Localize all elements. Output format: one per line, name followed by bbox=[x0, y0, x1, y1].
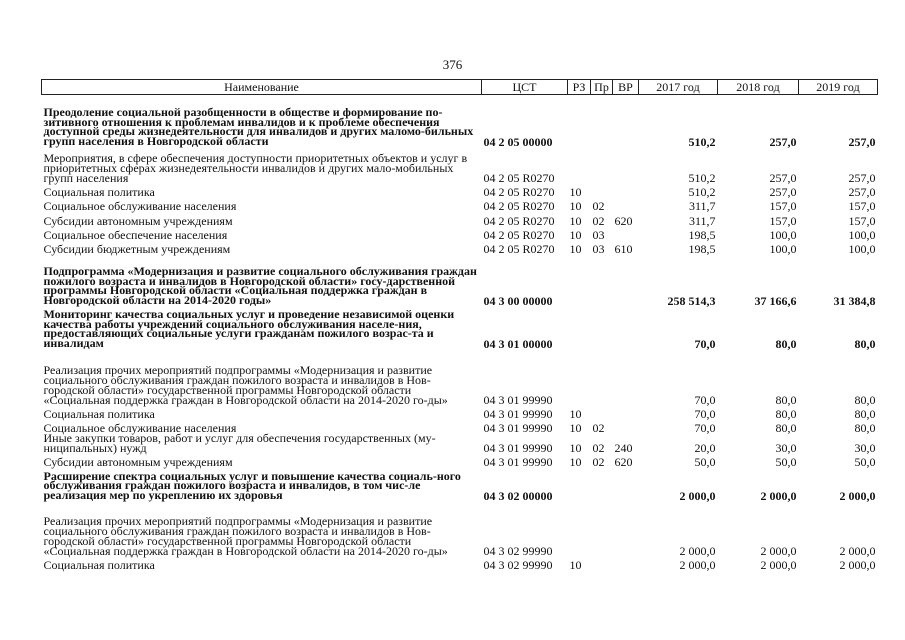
cell-rz: 10 bbox=[569, 198, 582, 213]
cell-y2019: 100,0 bbox=[848, 241, 876, 256]
cell-vr bbox=[613, 95, 639, 147]
cell-y2017: 2 000,0 bbox=[679, 557, 716, 572]
cell-rz: 10 bbox=[569, 241, 582, 256]
cell-y2017: 311,7 bbox=[688, 213, 716, 228]
budget-table bbox=[41, 79, 878, 570]
cell-y2017: 70,0 bbox=[694, 420, 716, 435]
cell-y2017: 2 000,0 bbox=[679, 543, 716, 558]
cell-vr bbox=[613, 501, 639, 556]
header-name: Наименование bbox=[42, 80, 482, 95]
cell-cst: 04 3 01 99990 bbox=[483, 454, 553, 469]
cell-y2017: 20,0 bbox=[694, 440, 716, 455]
cell-rz: 10 bbox=[569, 184, 582, 199]
cell-cst: 04 2 05 R0270 bbox=[483, 184, 555, 199]
cell-y2019: 80,0 bbox=[854, 392, 876, 407]
cell-cst: 04 3 01 99990 bbox=[483, 440, 553, 455]
cell-y2019: 2 000,0 bbox=[839, 488, 876, 503]
cell-y2018: 257,0 bbox=[769, 184, 797, 199]
cell-y2019: 157,0 bbox=[848, 213, 876, 228]
cell-y2018: 80,0 bbox=[775, 420, 797, 435]
cell-vr: 620 bbox=[614, 454, 633, 469]
cell-name: Субсидии бюджетным учреждениям bbox=[43, 241, 231, 256]
cell-vr bbox=[613, 306, 639, 349]
cell-pr bbox=[591, 556, 613, 570]
cell-y2018: 80,0 bbox=[775, 392, 797, 407]
cell-y2019: 257,0 bbox=[848, 170, 876, 185]
cell-name: Мониторинг качества социальных услуг и проведение независимой оценки качества работы учреждений социального обслуживания населе-ния, предоставляющих социальные услуги гражданам пожилого возрас-та и инвалидам bbox=[43, 307, 455, 350]
cell-y2017: 311,7 bbox=[688, 198, 716, 213]
cell-rz bbox=[568, 501, 591, 556]
cell-vr bbox=[613, 183, 639, 197]
cell-name: Реализация прочих мероприятий подпрограммы «Модернизация и развитие социального обслуживания граждан пожилого возраста и инвалидов в Нов-городской области» государственной программы Новгородской области «Социальная поддержка граждан в Новгородской области на 2014-2020 го-ды» bbox=[43, 362, 448, 407]
table-row bbox=[42, 405, 878, 419]
cell-rz bbox=[568, 95, 591, 147]
cell-cst: 04 2 05 00000 bbox=[483, 134, 553, 149]
cell-name: Социальная политика bbox=[43, 406, 155, 421]
cell-pr bbox=[591, 467, 613, 501]
cell-y2017: 510,2 bbox=[688, 134, 716, 149]
cell-rz: 10 bbox=[569, 406, 582, 421]
cell-vr bbox=[613, 405, 639, 419]
cell-cst: 04 3 02 99990 bbox=[483, 557, 553, 572]
cell-vr: 240 bbox=[614, 440, 633, 455]
cell-y2018: 50,0 bbox=[775, 454, 797, 469]
cell-rz: 10 bbox=[569, 454, 582, 469]
table-row bbox=[42, 433, 878, 453]
cell-y2019: 157,0 bbox=[848, 198, 876, 213]
cell-y2019: 80,0 bbox=[854, 406, 876, 421]
cell-y2018: 30,0 bbox=[775, 440, 797, 455]
cell-y2018: 157,0 bbox=[769, 198, 797, 213]
cell-cst: 04 3 01 00000 bbox=[483, 336, 553, 351]
cell-cst: 04 2 05 R0270 bbox=[483, 227, 555, 242]
cell-rz bbox=[568, 349, 591, 405]
header-pr: Пр bbox=[591, 80, 613, 95]
cell-name: Субсидии автономным учреждениям bbox=[43, 454, 233, 469]
cell-y2019: 257,0 bbox=[848, 184, 876, 199]
cell-cst: 04 2 05 R0270 bbox=[483, 170, 555, 185]
cell-y2017: 510,2 bbox=[688, 184, 716, 199]
cell-vr bbox=[613, 349, 639, 405]
cell-y2018: 2 000,0 bbox=[760, 543, 797, 558]
table-row bbox=[42, 183, 878, 197]
cell-pr bbox=[591, 349, 613, 405]
cell-cst: 04 3 02 00000 bbox=[483, 488, 553, 503]
cell-name: Социальное обслуживание населения bbox=[43, 198, 237, 213]
cell-y2019: 31 384,8 bbox=[833, 293, 876, 308]
cell-name: Мероприятия, в сфере обеспечения доступности приоритетных объектов и услуг в приоритетных сферах жизнедеятельности инвалидов и других мало-мобильных групп населения bbox=[43, 150, 468, 185]
cell-pr: 03 bbox=[592, 241, 605, 256]
table-row bbox=[42, 501, 878, 556]
cell-rz: 10 bbox=[569, 440, 582, 455]
cell-y2017: 70,0 bbox=[694, 406, 716, 421]
cell-cst: 04 3 01 99990 bbox=[483, 406, 553, 421]
cell-y2018: 2 000,0 bbox=[760, 488, 797, 503]
cell-pr: 02 bbox=[592, 198, 605, 213]
cell-name: Реализация прочих мероприятий подпрограммы «Модернизация и развитие социального обслуживания граждан пожилого возраста и инвалидов в Нов-городской области» государственной программы Новгородской области «Социальная поддержка граждан в Новгородской области на 2014-2020 го-ды» bbox=[43, 513, 448, 558]
cell-rz: 10 bbox=[569, 557, 582, 572]
cell-rz bbox=[568, 306, 591, 349]
cell-name: Социальное обслуживание населения bbox=[43, 420, 237, 435]
cell-rz bbox=[568, 254, 591, 306]
cell-rz: 10 bbox=[569, 420, 582, 435]
header-row bbox=[42, 80, 878, 95]
cell-y2018: 100,0 bbox=[769, 241, 797, 256]
cell-name: Социальное обеспечение населения bbox=[43, 227, 228, 242]
cell-y2017: 198,5 bbox=[688, 227, 716, 242]
cell-pr bbox=[591, 306, 613, 349]
cell-y2018: 257,0 bbox=[769, 170, 797, 185]
cell-name: Социальная политика bbox=[43, 557, 155, 572]
cell-vr: 610 bbox=[614, 241, 633, 256]
cell-y2018: 37 166,6 bbox=[754, 293, 797, 308]
cell-y2019: 2 000,0 bbox=[839, 543, 876, 558]
table-row bbox=[42, 240, 878, 254]
cell-y2018: 80,0 bbox=[775, 406, 797, 421]
cell-vr: 620 bbox=[614, 213, 633, 228]
table-row bbox=[42, 306, 878, 349]
cell-rz: 10 bbox=[569, 213, 582, 228]
cell-y2018: 80,0 bbox=[775, 336, 797, 351]
cell-rz: 10 bbox=[569, 227, 582, 242]
cell-cst: 04 2 05 R0270 bbox=[483, 213, 555, 228]
cell-pr: 02 bbox=[592, 440, 605, 455]
cell-pr: 02 bbox=[592, 454, 605, 469]
table-row bbox=[42, 254, 878, 306]
cell-vr bbox=[613, 419, 639, 433]
table-row bbox=[42, 211, 878, 226]
cell-y2019: 100,0 bbox=[848, 227, 876, 242]
cell-y2017: 2 000,0 bbox=[679, 488, 716, 503]
cell-name: Подпрограмма «Модернизация и развитие социального обслуживания граждан пожилого возраста и инвалидов в Новгородской области» госу-дарственной программы Новгородской области «Социальная поддержка граждан в Новгородской области на 2014-2020 годы» bbox=[43, 264, 477, 307]
table-row bbox=[42, 556, 878, 570]
cell-cst: 04 3 01 99990 bbox=[483, 392, 553, 407]
cell-pr bbox=[591, 183, 613, 197]
cell-rz bbox=[568, 147, 591, 183]
header-vr: ВР bbox=[613, 80, 639, 95]
cell-name: Расширение спектра социальных услуг и повышение качества социаль-ного обслуживания граждан пожилого возраста и инвалидов, в том чис-ле реализация мер по укреплению их здоровья bbox=[43, 468, 461, 502]
cell-pr: 02 bbox=[592, 420, 605, 435]
cell-pr: 03 bbox=[592, 227, 605, 242]
header-2017: 2017 год bbox=[639, 80, 718, 95]
table-row bbox=[42, 226, 878, 240]
cell-y2019: 2 000,0 bbox=[839, 557, 876, 572]
cell-cst: 04 3 01 99990 bbox=[483, 420, 553, 435]
cell-y2017: 198,5 bbox=[688, 241, 716, 256]
cell-cst: 04 2 05 R0270 bbox=[483, 241, 555, 256]
cell-y2017: 510,2 bbox=[688, 170, 716, 185]
cell-name: Преодоление социальной разобщенности в обществе и формирование по-зитивного отношения к проблемам инвалидов и к проблеме обеспечения доступной среды жизнедеятельности для инвалидов и других маломо-бильных групп населения в Новгородской области bbox=[43, 105, 474, 148]
table-row bbox=[42, 349, 878, 405]
cell-vr bbox=[613, 226, 639, 240]
cell-y2018: 2 000,0 bbox=[760, 557, 797, 572]
cell-vr bbox=[613, 556, 639, 570]
cell-cst: 04 3 00 00000 bbox=[483, 293, 553, 308]
cell-cst: 04 2 05 R0270 bbox=[483, 198, 555, 213]
header-2018: 2018 год bbox=[718, 80, 799, 95]
cell-pr: 02 bbox=[592, 213, 605, 228]
cell-y2017: 70,0 bbox=[694, 336, 716, 351]
cell-y2019: 50,0 bbox=[854, 454, 876, 469]
cell-y2018: 157,0 bbox=[769, 213, 797, 228]
cell-rz bbox=[568, 467, 591, 501]
header-2019: 2019 год bbox=[799, 80, 878, 95]
cell-pr bbox=[591, 95, 613, 147]
table-row bbox=[42, 453, 878, 467]
cell-pr bbox=[591, 501, 613, 556]
header-rz: РЗ bbox=[568, 80, 591, 95]
cell-pr bbox=[591, 147, 613, 183]
cell-vr bbox=[613, 147, 639, 183]
cell-name: Субсидии автономным учреждениям bbox=[43, 213, 233, 228]
cell-y2017: 70,0 bbox=[694, 392, 716, 407]
cell-cst: 04 3 02 99990 bbox=[483, 543, 553, 558]
cell-name: Иные закупки товаров, работ и услуг для обеспечения государственных (му-ниципальных) нужд bbox=[43, 430, 436, 455]
header-cst: ЦСТ bbox=[482, 80, 568, 95]
table-row bbox=[42, 467, 878, 501]
cell-pr bbox=[591, 254, 613, 306]
cell-y2019: 30,0 bbox=[854, 440, 876, 455]
table-row bbox=[42, 197, 878, 211]
cell-y2017: 258 514,3 bbox=[667, 293, 716, 308]
cell-y2018: 100,0 bbox=[769, 227, 797, 242]
cell-vr bbox=[613, 254, 639, 306]
table-row bbox=[42, 95, 878, 147]
cell-vr bbox=[613, 197, 639, 211]
cell-y2018: 257,0 bbox=[769, 134, 797, 149]
cell-pr bbox=[591, 405, 613, 419]
page-number: 376 bbox=[442, 57, 463, 72]
cell-y2019: 257,0 bbox=[848, 134, 876, 149]
cell-y2017: 50,0 bbox=[694, 454, 716, 469]
cell-name: Социальная политика bbox=[43, 184, 155, 199]
cell-y2019: 80,0 bbox=[854, 420, 876, 435]
cell-vr bbox=[613, 467, 639, 501]
table-row bbox=[42, 147, 878, 183]
cell-y2019: 80,0 bbox=[854, 336, 876, 351]
